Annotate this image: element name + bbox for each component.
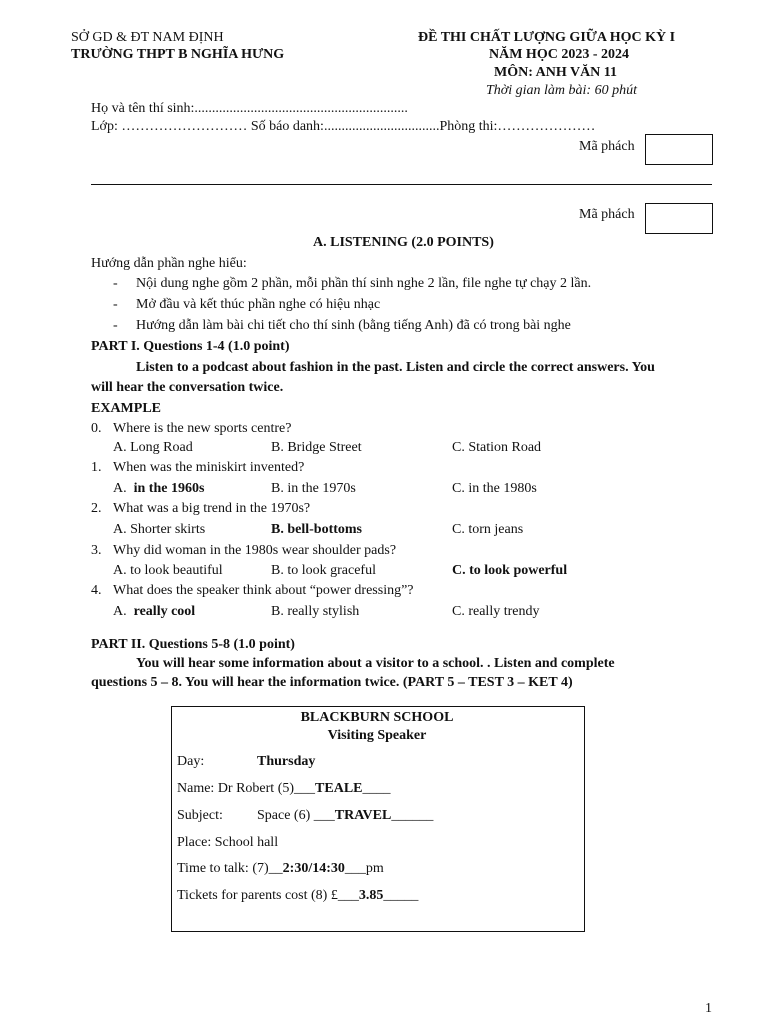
question-text: Where is the new sports centre? <box>113 421 292 436</box>
blank: __ <box>268 861 283 876</box>
option-letter: A. <box>113 604 134 619</box>
school-year: NĂM HỌC 2023 - 2024 <box>489 47 629 62</box>
candidate-class-line: Lớp: ……………………… Số báo danh:.................................Phòng thi:………………… <box>91 119 596 134</box>
answer-5[interactable]: TEALE <box>315 781 363 796</box>
option-a[interactable]: A. Shorter skirts <box>113 522 206 537</box>
option-c-answer[interactable]: C. to look powerful <box>452 563 568 578</box>
question-number: 0. <box>91 421 102 436</box>
page-number: 1 <box>705 1001 712 1016</box>
guide-item: Hướng dẫn làm bài chi tiết cho thí sinh (bằng tiếng Anh) đã có trong bài nghe <box>136 318 571 333</box>
day-value: Thursday <box>257 754 316 769</box>
section-title: A. LISTENING (2.0 POINTS) <box>313 235 494 250</box>
option-letter: A. <box>113 481 134 496</box>
code-label-2: Mã phách <box>579 207 635 222</box>
exam-time: Thời gian làm bài: 60 phút <box>486 83 637 98</box>
option-b[interactable]: B. to look graceful <box>271 563 376 578</box>
part1-instruction: Listen to a podcast about fashion in the past. Listen and circle the correct answers. You <box>136 360 655 375</box>
subject-label: Subject: <box>177 808 223 823</box>
answer-7[interactable]: 2:30/14:30 <box>282 861 345 876</box>
question-text: When was the miniskirt invented? <box>113 460 305 475</box>
code-label: Mã phách <box>579 139 635 154</box>
blank: ___ <box>337 888 359 903</box>
tickets-label: Tickets for parents cost (8) £ <box>177 888 338 903</box>
option-c[interactable]: C. torn jeans <box>452 522 524 537</box>
blank: ______ <box>391 808 434 823</box>
form-subtitle: Visiting Speaker <box>327 728 427 743</box>
option-b-answer[interactable]: B. bell-bottoms <box>271 522 362 537</box>
blank: _____ <box>383 888 419 903</box>
subject-field <box>257 807 433 825</box>
part2-instruction: questions 5 – 8. You will hear the information twice. (PART 5 – TEST 3 – KET 4) <box>91 675 573 690</box>
time-field <box>177 860 384 878</box>
guide-title: Hướng dẫn phần nghe hiểu: <box>91 256 247 271</box>
bullet-dash: - <box>113 318 118 333</box>
blank: ___ <box>313 808 335 823</box>
question-number: 4. <box>91 583 102 598</box>
subject-prefix: Space (6) <box>257 808 314 823</box>
blank: ___ <box>344 861 366 876</box>
part1-title: PART I. Questions 1-4 (1.0 point) <box>91 339 290 354</box>
guide-item: Nội dung nghe gồm 2 phần, mỗi phần thí sinh nghe 2 lần, file nghe tự chạy 2 lần. <box>136 276 592 291</box>
option-a[interactable]: A. to look beautiful <box>113 563 223 578</box>
blank: ____ <box>362 781 391 796</box>
exam-subject: MÔN: ANH VĂN 11 <box>494 65 618 80</box>
time-unit: pm <box>365 861 384 876</box>
option-b[interactable]: B. really stylish <box>271 604 360 619</box>
option-c[interactable]: C. really trendy <box>452 604 540 619</box>
tickets-field <box>177 887 418 905</box>
part2-title: PART II. Questions 5-8 (1.0 point) <box>91 637 295 652</box>
option-a[interactable] <box>113 480 204 498</box>
option-b[interactable]: B. in the 1970s <box>271 481 356 496</box>
exam-title: ĐỀ THI CHẤT LƯỢNG GIỮA HỌC KỲ I <box>418 30 676 45</box>
option-a-answer: really cool <box>133 604 196 619</box>
question-text: What was a big trend in the 1970s? <box>113 501 311 516</box>
question-number: 2. <box>91 501 102 516</box>
example-label: EXAMPLE <box>91 401 161 416</box>
candidate-name-line: Họ và tên thí sinh:............................................................. <box>91 101 408 116</box>
name-field <box>177 780 391 798</box>
place-field: Place: School hall <box>177 835 279 850</box>
bullet-dash: - <box>113 276 118 291</box>
time-label: Time to talk: (7) <box>177 861 269 876</box>
code-box <box>645 134 713 165</box>
question-number: 1. <box>91 460 102 475</box>
option-c[interactable]: C. in the 1980s <box>452 481 537 496</box>
question-number: 3. <box>91 543 102 558</box>
question-text: What does the speaker think about “power dressing”? <box>113 583 414 598</box>
option-c[interactable]: C. Station Road <box>452 440 542 455</box>
name-label: Name: Dr Robert (5) <box>177 781 295 796</box>
cut-line <box>91 184 712 185</box>
form-title: BLACKBURN SCHOOL <box>300 710 454 725</box>
department-name: SỞ GD & ĐT NAM ĐỊNH <box>71 30 224 45</box>
option-a[interactable]: A. Long Road <box>113 440 193 455</box>
option-a-answer: in the 1960s <box>133 481 205 496</box>
day-label: Day: <box>177 754 205 769</box>
part1-instruction: will hear the conversation twice. <box>91 380 284 395</box>
bullet-dash: - <box>113 297 118 312</box>
code-box-2 <box>645 203 713 234</box>
school-name: TRƯỜNG THPT B NGHĨA HƯNG <box>71 47 285 62</box>
answer-6[interactable]: TRAVEL <box>334 808 392 823</box>
part2-instruction: You will hear some information about a visitor to a school. . Listen and complete <box>136 656 615 671</box>
option-b[interactable]: B. Bridge Street <box>271 440 362 455</box>
question-text: Why did woman in the 1980s wear shoulder pads? <box>113 543 397 558</box>
blank: ___ <box>294 781 316 796</box>
guide-item: Mở đầu và kết thúc phần nghe có hiệu nhạc <box>136 297 381 312</box>
answer-8[interactable]: 3.85 <box>358 888 384 903</box>
option-a[interactable] <box>113 603 195 621</box>
